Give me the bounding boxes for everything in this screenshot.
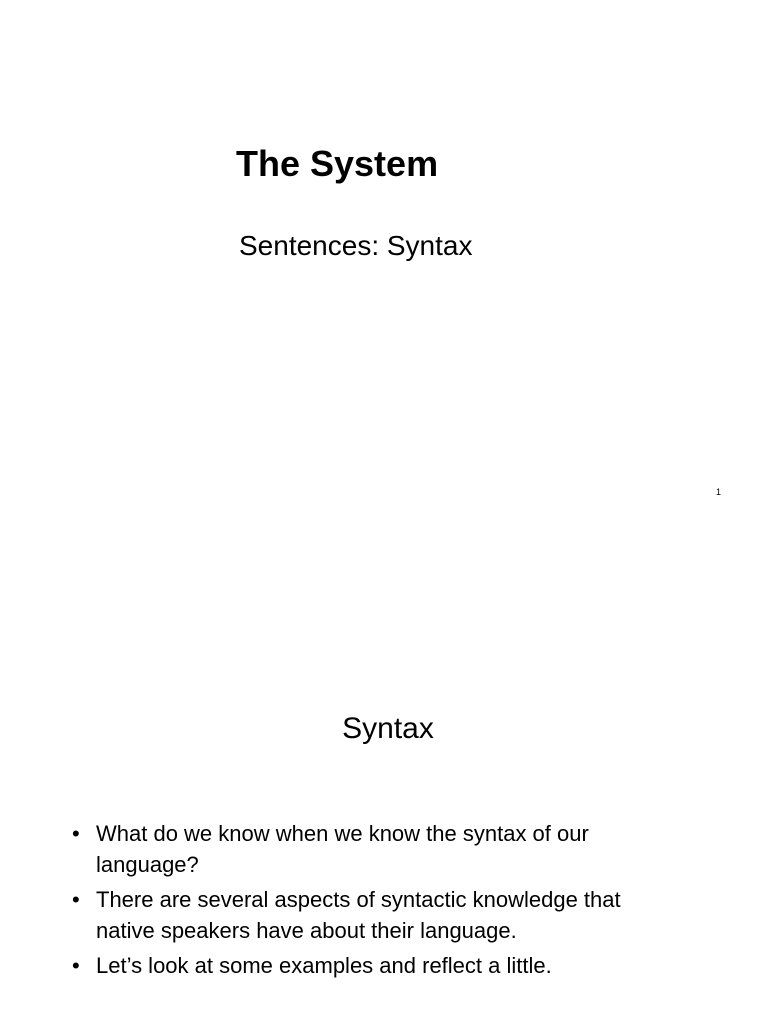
bullet-icon: •: [72, 887, 80, 912]
bullet-text: Let’s look at some examples and reflect a little.: [96, 953, 552, 978]
bullet-icon: •: [72, 953, 80, 978]
bullet-text: There are several aspects of syntactic knowledge that native speakers have about their language.: [96, 887, 621, 943]
bullet-icon: •: [72, 821, 80, 846]
bullet-item: [72, 818, 672, 880]
bullet-item: [72, 884, 672, 946]
page-number: 1: [716, 487, 722, 497]
slide-title: Syntax: [342, 712, 434, 745]
bullet-list: [72, 818, 672, 985]
slide-2: [0, 512, 768, 1024]
slide-subtitle: Sentences: Syntax: [239, 230, 473, 261]
slide-title: The System: [236, 143, 439, 184]
bullet-item: [72, 950, 672, 981]
bullet-text: What do we know when we know the syntax of our language?: [96, 821, 589, 877]
